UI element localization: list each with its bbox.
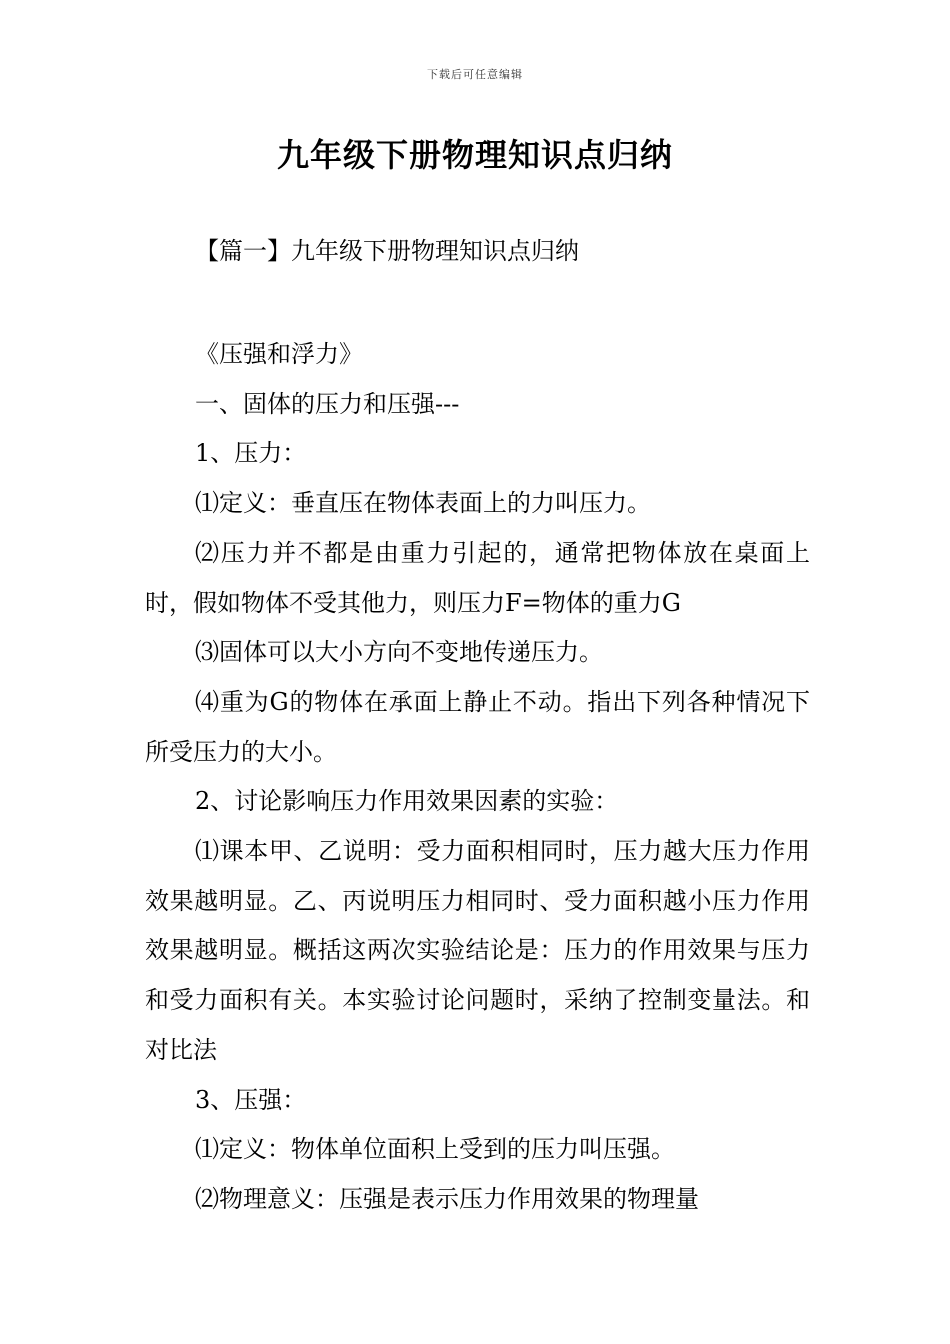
paragraph-subheading-stress: 3、压强： <box>195 1085 307 1114</box>
paragraph-pressure-cases: ⑷重为G的物体在承面上静止不动。指出下列各种情况下所受压力的大小。 <box>145 687 810 766</box>
paragraph-stress-definition: ⑴定义：物体单位面积上受到的压力叫压强。 <box>195 1135 675 1164</box>
document-title: 九年级下册物理知识点归纳 <box>276 136 673 174</box>
paragraph-work-title: 《压强和浮力》 <box>195 340 363 368</box>
paragraph-chapter-heading: 一、固体的压力和压强--- <box>195 389 460 418</box>
document-body <box>145 330 810 1225</box>
section-heading: 【篇一】九年级下册物理知识点归纳 <box>195 237 579 265</box>
paragraph-pressure-definition: ⑴定义：垂直压在物体表面上的力叫压力。 <box>195 489 651 518</box>
paragraph-subheading-experiment: 2、讨论影响压力作用效果因素的实验： <box>195 787 619 816</box>
paragraph-subheading-pressure: 1、压力： <box>195 439 307 468</box>
paragraph-experiment-conclusion: ⑴课本甲、乙说明：受力面积相同时，压力越大压力作用效果越明显。乙、丙说明压力相同时、受力面积越小压力作用效果越明显。概括这两次实验结论是：压力的作用效果与压力和受力面积有关。本实验讨论问题时，采纳了控制变量法。和对比法 <box>145 837 810 1064</box>
paragraph-pressure-gravity: ⑵压力并不都是由重力引起的，通常把物体放在桌面上时，假如物体不受其他力，则压力F=物体的重力G <box>145 538 810 617</box>
paragraph-pressure-transmission: ⑶固体可以大小方向不变地传递压力。 <box>195 638 603 667</box>
paragraph-stress-meaning: ⑵物理意义：压强是表示压力作用效果的物理量 <box>195 1184 699 1213</box>
header-note: 下载后可任意编辑 <box>427 68 523 81</box>
